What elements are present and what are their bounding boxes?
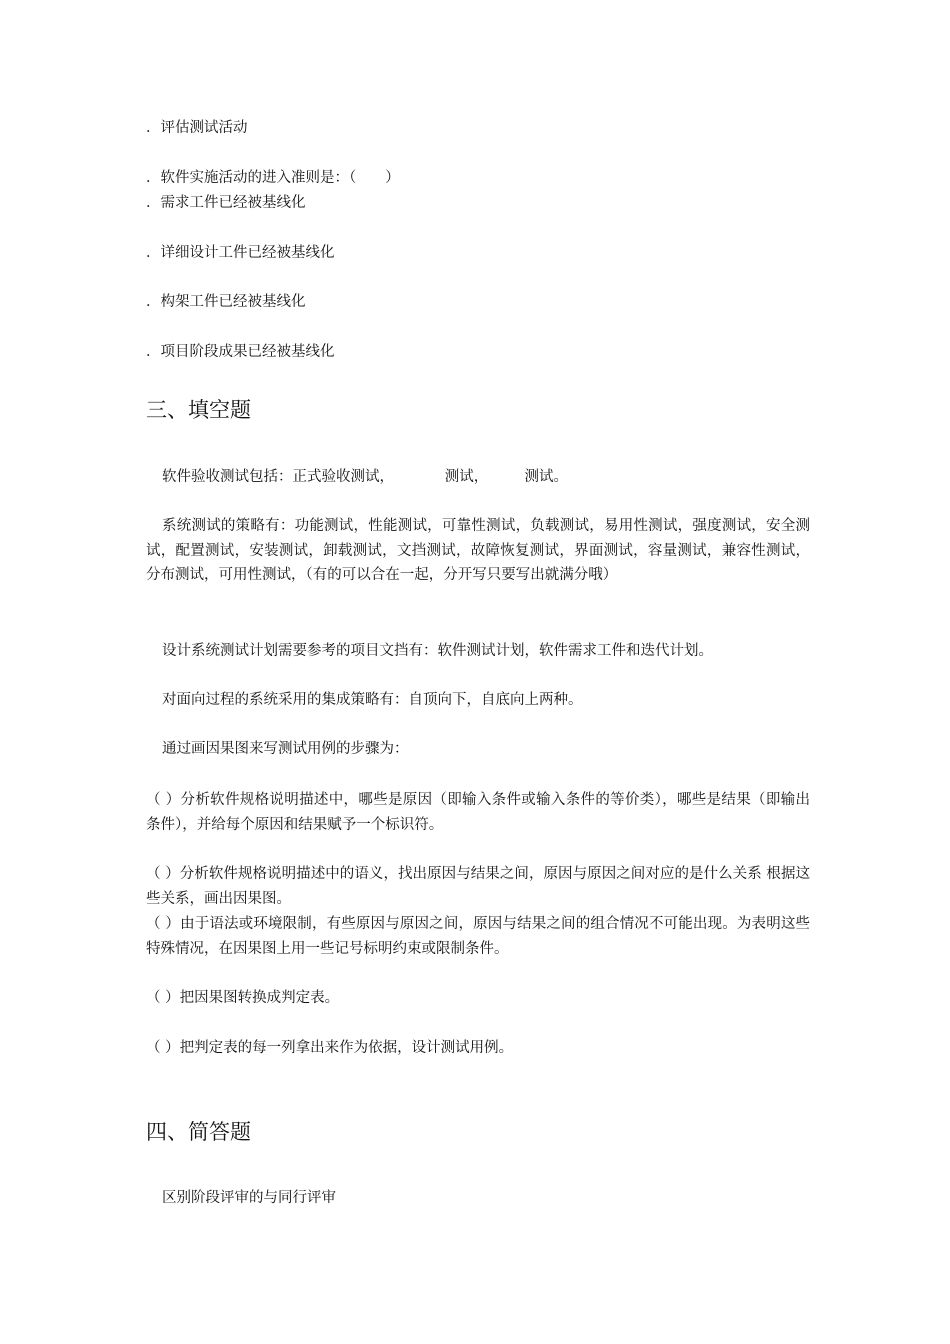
acceptance-test-item: 软件验收测试包括：正式验收测试， 测试， 测试。 [162, 469, 568, 485]
option-requirements-baselined: ．需求工件已经被基线化 [146, 195, 306, 211]
section-4-title: 四、简答题 [146, 1120, 251, 1144]
integration-strategy-item: 对面向过程的系统采用的集成策略有：自顶向下，自底向上两种。 [162, 692, 583, 708]
section-3-title: 三、填空题 [146, 398, 251, 422]
option-architecture-baselined: ．构架工件已经被基线化 [146, 294, 306, 310]
cause-effect-step-3: （ ）由于语法或环境限制，有些原因与原因之间，原因与结果之间的组合情况不可能出现。为表明这些特殊情况，在因果图上用一些记号标明约束或限制条件。 [146, 916, 810, 957]
cause-effect-step-1: （ ）分析软件规格说明描述中，哪些是原因（即输入条件或输入条件的等价类），哪些是结果（即输出条件），并给每个原因和结果赋予一个标识符。 [146, 792, 810, 833]
option-detailed-design-baselined: ．详细设计工件已经被基线化 [146, 245, 335, 261]
option-evaluate-test-activities: ．评估测试活动 [146, 120, 248, 136]
test-plan-documents-item: 设计系统测试计划需要参考的项目文挡有：软件测试计划，软件需求工件和迭代计划。 [162, 643, 713, 659]
cause-effect-steps-intro: 通过画因果图来写测试用例的步骤为： [162, 741, 409, 757]
system-test-strategies-item: 系统测试的策略有：功能测试，性能测试，可靠性测试，负载测试，易用性测试，强度测试，安全测试，配置测试，安装测试，卸载测试，文挡测试，故障恢复测试，界面测试，容量测试，兼容性测试，分布测试，可用性测试，（有的可以合在一起，分开写只要写出就满分哦） [146, 518, 810, 583]
review-comparison-question: 区别阶段评审的与同行评审 [162, 1190, 336, 1206]
question-implementation-entry-criteria: ．软件实施活动的进入准则是：（ ） [146, 170, 400, 186]
option-phase-results-baselined: ．项目阶段成果已经被基线化 [146, 344, 335, 360]
cause-effect-step-5: （ ）把判定表的每一列拿出来作为依据，设计测试用例。 [146, 1040, 514, 1056]
cause-effect-step-2: （ ）分析软件规格说明描述中的语义，找出原因与结果之间，原因与原因之间对应的是什么关系 根据这些关系，画出因果图。 [146, 866, 810, 907]
cause-effect-step-4: （ ）把因果图转换成判定表。 [146, 990, 340, 1006]
